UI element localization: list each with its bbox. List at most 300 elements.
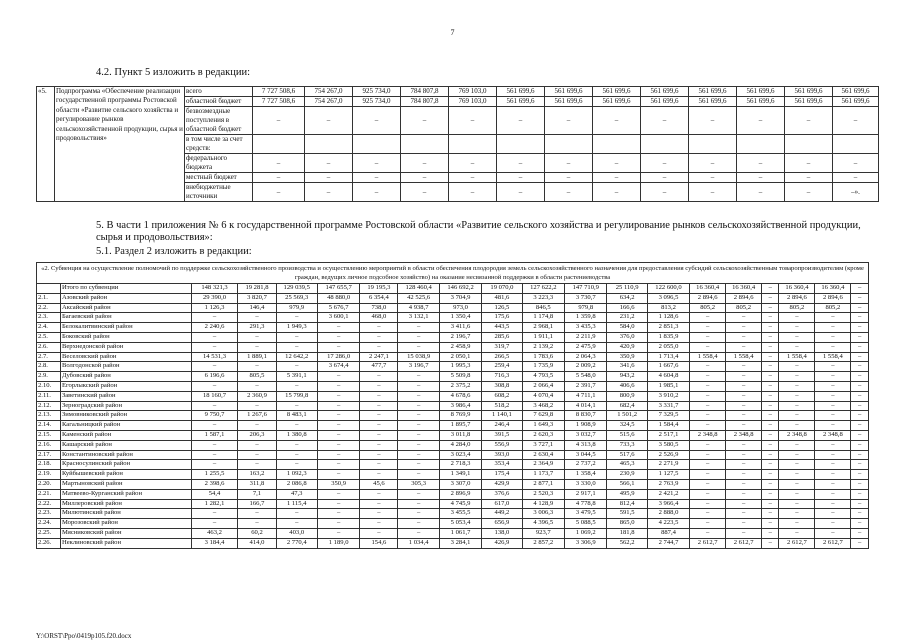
amount-cell: – (851, 509, 869, 519)
district-name: Верхнедонской район (60, 342, 191, 352)
amount-cell: – (305, 107, 353, 135)
amount-cell: 393,0 (482, 450, 522, 460)
amount-cell: 784 807,8 (401, 97, 449, 107)
amount-cell: 2 517,1 (647, 430, 689, 440)
table-row (37, 323, 869, 333)
amount-cell: – (815, 489, 851, 499)
amount-cell: 147 710,9 (565, 284, 607, 294)
amount-cell: – (690, 391, 726, 401)
amount-cell: 403,0 (276, 528, 317, 538)
amount-cell: – (815, 479, 851, 489)
amount-cell: – (545, 107, 593, 135)
table-row (37, 528, 869, 538)
amount-cell: – (276, 332, 317, 342)
amount-cell: – (398, 372, 439, 382)
amount-cell: 420,9 (607, 342, 647, 352)
amount-cell: 561 699,6 (737, 97, 785, 107)
amount-cell: – (398, 450, 439, 460)
amount-cell: 468,0 (360, 313, 398, 323)
amount-cell: 2 744,7 (647, 538, 689, 548)
amount-cell: – (851, 460, 869, 470)
district-name: Аксайский район (60, 303, 191, 313)
amount-cell: – (360, 528, 398, 538)
amount-cell: 449,2 (482, 509, 522, 519)
amount-cell: – (593, 154, 641, 173)
row-number: 2.11. (37, 391, 61, 401)
amount-cell: – (815, 509, 851, 519)
amount-cell: 7 329,5 (647, 411, 689, 421)
district-name: Мартыновский район (60, 479, 191, 489)
amount-cell: – (726, 519, 762, 529)
amount-cell (497, 135, 545, 154)
amount-cell: 2 247,1 (360, 352, 398, 362)
amount-cell: 1 128,6 (647, 313, 689, 323)
amount-cell: – (726, 470, 762, 480)
table-row (37, 391, 869, 401)
amount-cell: – (762, 479, 779, 489)
row-number: 2.7. (37, 352, 61, 362)
amount-cell: 3 674,4 (317, 362, 359, 372)
amount-cell: – (641, 173, 689, 183)
amount-cell: – (851, 489, 869, 499)
amount-cell: – (779, 421, 815, 431)
amount-cell: – (690, 372, 726, 382)
amount-cell: – (191, 401, 238, 411)
amount-cell: 3 730,7 (565, 293, 607, 303)
amount-cell: – (689, 183, 737, 202)
amount-cell: – (726, 342, 762, 352)
amount-cell: – (779, 499, 815, 509)
amount-cell: – (401, 154, 449, 173)
amount-cell: – (276, 401, 317, 411)
amount-cell: – (785, 183, 833, 202)
district-name: Волгодонской район (60, 362, 191, 372)
row-number: 2.22. (37, 499, 61, 509)
amount-cell: – (851, 519, 869, 529)
amount-cell: 2 894,6 (779, 293, 815, 303)
amount-cell: – (851, 342, 869, 352)
amount-cell: – (779, 519, 815, 529)
amount-cell: – (238, 450, 276, 460)
amount-cell: 754 267,0 (305, 87, 353, 97)
amount-cell: 266,5 (482, 352, 522, 362)
amount-cell: 45,6 (360, 479, 398, 489)
amount-cell: 1 985,1 (647, 381, 689, 391)
amount-cell: – (762, 293, 779, 303)
amount-cell: 426,9 (482, 538, 522, 548)
amount-cell: – (360, 499, 398, 509)
amount-cell (449, 135, 497, 154)
amount-cell: 4 014,1 (565, 401, 607, 411)
amount-cell: – (779, 401, 815, 411)
amount-cell: – (815, 528, 851, 538)
amount-cell: 561 699,6 (689, 97, 737, 107)
amount-cell: – (851, 323, 869, 333)
amount-cell: – (305, 183, 353, 202)
amount-cell: – (305, 154, 353, 173)
table-row (37, 430, 869, 440)
amount-cell: – (851, 293, 869, 303)
amount-cell: – (690, 342, 726, 352)
amount-cell: 14 531,3 (191, 352, 238, 362)
amount-cell: – (253, 107, 305, 135)
amount-cell: – (360, 332, 398, 342)
amount-cell: 1 127,5 (647, 470, 689, 480)
amount-cell: 561 699,6 (785, 87, 833, 97)
amount-cell: – (815, 440, 851, 450)
amount-cell: 8 483,1 (276, 411, 317, 421)
amount-cell: 3 184,4 (191, 538, 238, 548)
amount-cell: – (851, 421, 869, 431)
amount-cell: – (851, 352, 869, 362)
district-name: Егорлыкский район (60, 381, 191, 391)
row-number: 2.2. (37, 303, 61, 313)
amount-cell: 805,2 (726, 303, 762, 313)
amount-cell: – (360, 342, 398, 352)
amount-cell: 515,6 (607, 430, 647, 440)
amount-cell: 25 569,3 (276, 293, 317, 303)
amount-cell (545, 135, 593, 154)
table-row (37, 470, 869, 480)
amount-cell: 2 196,7 (439, 332, 481, 342)
amount-cell: – (815, 421, 851, 431)
amount-cell: – (851, 362, 869, 372)
amount-cell: 19 281,8 (238, 284, 276, 294)
amount-cell: 4 745,9 (439, 499, 481, 509)
amount-cell: 3 910,2 (647, 391, 689, 401)
row-number: 2.15. (37, 430, 61, 440)
amount-cell: – (815, 401, 851, 411)
amount-cell: 1 069,2 (565, 528, 607, 538)
district-name: Зимовниковский район (60, 411, 191, 421)
subvention-table (36, 262, 869, 549)
table-row (37, 509, 869, 519)
district-name: Морозовский район (60, 519, 191, 529)
amount-cell: 429,9 (482, 479, 522, 489)
amount-cell: – (762, 323, 779, 333)
amount-cell: – (398, 528, 439, 538)
amount-cell: – (276, 440, 317, 450)
amount-cell: – (851, 430, 869, 440)
amount-cell: – (238, 332, 276, 342)
row-number: 2.24. (37, 519, 61, 529)
amount-cell: – (737, 173, 785, 183)
amount-cell: 682,4 (607, 401, 647, 411)
amount-cell: 1 911,1 (522, 332, 564, 342)
amount-cell (641, 135, 689, 154)
amount-cell: 2 718,3 (439, 460, 481, 470)
amount-cell: 350,9 (607, 352, 647, 362)
amount-cell: 181,8 (607, 528, 647, 538)
row-number: 2.1. (37, 293, 61, 303)
amount-cell: – (785, 173, 833, 183)
amount-cell: 979,9 (276, 303, 317, 313)
amount-cell: – (762, 313, 779, 323)
amount-cell: 4 938,7 (398, 303, 439, 313)
amount-cell: – (851, 284, 869, 294)
amount-cell: 2 348,8 (690, 430, 726, 440)
amount-cell: – (398, 509, 439, 519)
amount-cell: – (398, 421, 439, 431)
amount-cell: 561 699,6 (833, 87, 879, 97)
amount-cell: 754 267,0 (305, 97, 353, 107)
amount-cell: – (815, 391, 851, 401)
amount-cell: – (401, 183, 449, 202)
district-name: Мясниковский район (60, 528, 191, 538)
amount-cell: – (690, 421, 726, 431)
amount-cell: 943,2 (607, 372, 647, 382)
funding-source-label: внебюджетные источники (185, 183, 253, 202)
amount-cell: 1 501,2 (607, 411, 647, 421)
amount-cell: 7,1 (238, 489, 276, 499)
amount-cell: 769 103,0 (449, 97, 497, 107)
amount-cell: 4 711,1 (565, 391, 607, 401)
amount-cell (253, 135, 305, 154)
amount-cell: – (641, 183, 689, 202)
row-number: 2.14. (37, 421, 61, 431)
district-name: Милютинский район (60, 509, 191, 519)
amount-cell: – (317, 372, 359, 382)
amount-cell: 716,3 (482, 372, 522, 382)
amount-cell: 246,4 (482, 421, 522, 431)
amount-cell: – (238, 401, 276, 411)
amount-cell: – (762, 528, 779, 538)
amount-cell: – (726, 479, 762, 489)
amount-cell: – (815, 323, 851, 333)
amount-cell: – (360, 411, 398, 421)
table-row (37, 440, 869, 450)
amount-cell: – (317, 411, 359, 421)
amount-cell: – (726, 460, 762, 470)
row-number: 2.16. (37, 440, 61, 450)
table-row (37, 372, 869, 382)
amount-cell: 1 835,9 (647, 332, 689, 342)
table-row (37, 332, 869, 342)
amount-cell: 1 173,7 (522, 470, 564, 480)
amount-cell: 147 655,7 (317, 284, 359, 294)
amount-cell: 291,3 (238, 323, 276, 333)
amount-cell: 1 558,4 (726, 352, 762, 362)
subprogram-name: Подпрограмма «Обеспечение реализации государственной программы Ростовской области «Развитие сельского хозяйства и регулирование рынков сельскохозяйственной продукции, сырья и продовольствия» (55, 87, 185, 202)
district-name: Дубовский район (60, 372, 191, 382)
amount-cell: – (726, 440, 762, 450)
amount-cell: 7 727 508,6 (253, 97, 305, 107)
amount-cell: 285,6 (482, 332, 522, 342)
amount-cell: 15 799,8 (276, 391, 317, 401)
district-name: Веселовский район (60, 352, 191, 362)
row-number (37, 284, 61, 294)
amount-cell: – (851, 479, 869, 489)
amount-cell: – (238, 342, 276, 352)
amount-cell: 2 398,6 (191, 479, 238, 489)
amount-cell: – (317, 381, 359, 391)
amount-cell: – (690, 450, 726, 460)
amount-cell: – (398, 332, 439, 342)
funding-source-label: местный бюджет (185, 173, 253, 183)
amount-cell: – (726, 391, 762, 401)
amount-cell: – (779, 313, 815, 323)
amount-cell: 561 699,6 (785, 97, 833, 107)
amount-cell: – (779, 362, 815, 372)
amount-cell: 2 737,2 (565, 460, 607, 470)
amount-cell: 2 526,9 (647, 450, 689, 460)
amount-cell: 2 857,2 (522, 538, 564, 548)
amount-cell: 2 894,6 (690, 293, 726, 303)
amount-cell: – (762, 332, 779, 342)
amount-cell: 6 354,4 (360, 293, 398, 303)
amount-cell: 2 877,1 (522, 479, 564, 489)
amount-cell: – (276, 519, 317, 529)
amount-cell: 1 587,1 (191, 430, 238, 440)
amount-cell (833, 135, 879, 154)
amount-cell: – (851, 440, 869, 450)
amount-cell: 979,8 (565, 303, 607, 313)
amount-cell: 17 286,0 (317, 352, 359, 362)
amount-cell: – (690, 479, 726, 489)
row-number: 2.12. (37, 401, 61, 411)
row-number: 2.13. (37, 411, 61, 421)
amount-cell: 1 558,4 (815, 352, 851, 362)
amount-cell: 42 525,6 (398, 293, 439, 303)
amount-cell: 129 039,5 (276, 284, 317, 294)
amount-cell: 556,9 (482, 440, 522, 450)
amount-cell: 4 070,4 (522, 391, 564, 401)
amount-cell: 1 649,3 (522, 421, 564, 431)
amount-cell: – (360, 372, 398, 382)
amount-cell: – (449, 107, 497, 135)
amount-cell: 3 196,7 (398, 362, 439, 372)
amount-cell: – (726, 411, 762, 421)
amount-cell: – (398, 411, 439, 421)
amount-cell: 3 331,7 (647, 401, 689, 411)
table-row (37, 519, 869, 529)
amount-cell: – (690, 401, 726, 411)
amount-cell: 376,6 (482, 489, 522, 499)
amount-cell: – (545, 173, 593, 183)
amount-cell: 2 894,6 (726, 293, 762, 303)
amount-cell: 25 110,9 (607, 284, 647, 294)
amount-cell: – (815, 460, 851, 470)
amount-cell: 2 917,1 (565, 489, 607, 499)
amount-cell: – (191, 440, 238, 450)
amount-cell: – (360, 381, 398, 391)
amount-cell: – (762, 430, 779, 440)
amount-cell (401, 135, 449, 154)
amount-cell: – (398, 391, 439, 401)
amount-cell: 1 558,4 (779, 352, 815, 362)
amount-cell: 2 009,2 (565, 362, 607, 372)
district-name: Матвеево-Курганский район (60, 489, 191, 499)
amount-cell: 925 734,0 (353, 87, 401, 97)
amount-cell: – (276, 313, 317, 323)
amount-cell: – (317, 470, 359, 480)
amount-cell: 561 699,6 (497, 97, 545, 107)
amount-cell: – (238, 381, 276, 391)
amount-cell: 9 750,7 (191, 411, 238, 421)
amount-cell: – (398, 460, 439, 470)
amount-cell: 54,4 (191, 489, 238, 499)
row-number: 2.20. (37, 479, 61, 489)
amount-cell: 3 411,6 (439, 323, 481, 333)
amount-cell: – (317, 499, 359, 509)
table-row (37, 381, 869, 391)
amount-cell: – (737, 154, 785, 173)
amount-cell: 3 580,5 (647, 440, 689, 450)
amount-cell: 3 966,4 (647, 499, 689, 509)
amount-cell: 2 271,9 (647, 460, 689, 470)
amount-cell: – (191, 313, 238, 323)
amount-cell: 391,5 (482, 430, 522, 440)
amount-cell: 1 092,3 (276, 470, 317, 480)
amount-cell: 1 667,6 (647, 362, 689, 372)
amount-cell: 2 348,8 (815, 430, 851, 440)
amount-cell: 813,2 (647, 303, 689, 313)
amount-cell: 4 223,5 (647, 519, 689, 529)
amount-cell: – (191, 460, 238, 470)
amount-cell: 1 895,7 (439, 421, 481, 431)
amount-cell: – (360, 401, 398, 411)
amount-cell: – (497, 107, 545, 135)
amount-cell: – (317, 342, 359, 352)
amount-cell: 2 612,7 (779, 538, 815, 548)
amount-cell: – (762, 509, 779, 519)
amount-cell: – (360, 460, 398, 470)
amount-cell: – (690, 440, 726, 450)
amount-cell: 2 064,3 (565, 352, 607, 362)
amount-cell: 561 699,6 (641, 87, 689, 97)
amount-cell: – (726, 381, 762, 391)
amount-cell: 2 348,8 (779, 430, 815, 440)
amount-cell: 733,3 (607, 440, 647, 450)
amount-cell: 465,3 (607, 460, 647, 470)
amount-cell: 2 055,0 (647, 342, 689, 352)
amount-cell: – (851, 499, 869, 509)
amount-cell: – (545, 183, 593, 202)
table-row (37, 87, 879, 97)
amount-cell: – (762, 362, 779, 372)
row-number: 2.18. (37, 460, 61, 470)
amount-cell: 2 348,8 (726, 430, 762, 440)
amount-cell: 1 358,4 (565, 470, 607, 480)
amount-cell: 1 140,1 (482, 411, 522, 421)
amount-cell: – (238, 313, 276, 323)
amount-cell: – (398, 489, 439, 499)
amount-cell: – (191, 381, 238, 391)
table-row (37, 460, 869, 470)
amount-cell: – (449, 154, 497, 173)
amount-cell: 517,6 (607, 450, 647, 460)
district-name: Кагальницкий район (60, 421, 191, 431)
amount-cell: – (726, 509, 762, 519)
amount-cell: 865,0 (607, 519, 647, 529)
amount-cell: – (398, 342, 439, 352)
row-number: 2.26. (37, 538, 61, 548)
amount-cell: – (851, 411, 869, 421)
amount-cell: – (815, 342, 851, 352)
amount-cell: – (690, 332, 726, 342)
funding-source-label: федерального бюджета (185, 154, 253, 173)
amount-cell: 16 360,4 (815, 284, 851, 294)
amount-cell: 206,3 (238, 430, 276, 440)
amount-cell: 3 006,3 (522, 509, 564, 519)
amount-cell: – (762, 450, 779, 460)
amount-cell: – (851, 528, 869, 538)
amount-cell: 769 103,0 (449, 87, 497, 97)
amount-cell: – (779, 479, 815, 489)
amount-cell: 443,5 (482, 323, 522, 333)
amount-cell: 495,9 (607, 489, 647, 499)
table-row (37, 362, 869, 372)
